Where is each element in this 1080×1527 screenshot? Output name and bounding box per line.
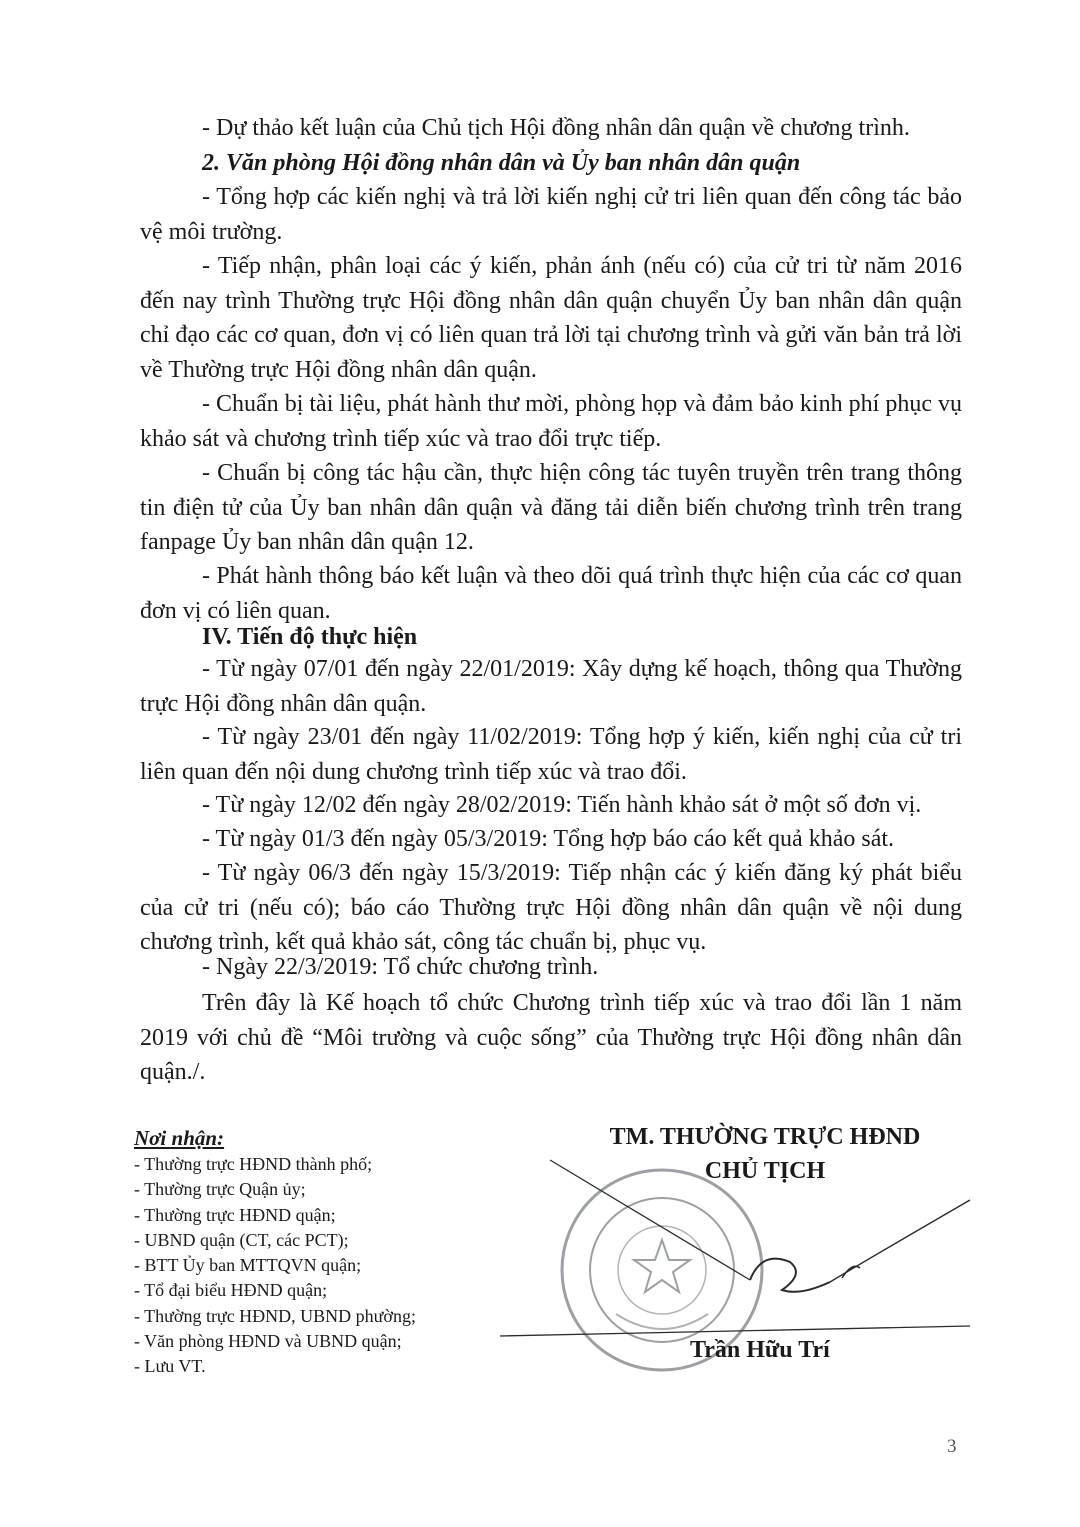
paragraph-schedule-2: - Từ ngày 23/01 đến ngày 11/02/2019: Tổng hợp ý kiến, kiến nghị của cử tri liên quan đến nội dung chương trình tiếp xúc và trao đổi. (140, 724, 962, 785)
recipient-item: - Thường trực HĐND, UBND phường; (134, 1305, 416, 1326)
recipient-item: - Tổ đại biểu HĐND quận; (134, 1280, 328, 1301)
paragraph-schedule-5: - Từ ngày 06/3 đến ngày 15/3/2019: Tiếp nhận các ý kiến đăng ký phát biểu của cử tri (nếu có); báo cáo Thường trực Hội đồng nhân dân quận về nội dung chương trình, kết quả khảo sát, công tác chuẩn bị, phục vụ. (140, 860, 962, 955)
section-heading-office: 2. Văn phòng Hội đồng nhân dân và Ủy ban nhân dân quận (202, 150, 801, 176)
recipient-item: - UBND quận (CT, các PCT); (134, 1229, 349, 1250)
paragraph-schedule-3: - Từ ngày 12/02 đến ngày 28/02/2019: Tiến hành khảo sát ở một số đơn vị. (202, 792, 922, 818)
recipients-block (134, 1124, 494, 1380)
signature-block (560, 1120, 970, 1188)
page-number: 3 (947, 1436, 957, 1457)
signature-organization: TM. THƯỜNG TRỰC HĐND (609, 1124, 921, 1150)
recipient-item: - Thường trực HĐND thành phố; (134, 1154, 373, 1174)
signature-role: CHỦ TỊCH (704, 1158, 826, 1184)
recipient-item: - BTT Ủy ban MTTQVN quận; (134, 1255, 362, 1276)
paragraph-announce-conclusion: - Phát hành thông báo kết luận và theo dõi quá trình thực hiện của các cơ quan đơn vị có liên quan. (140, 563, 962, 624)
paragraph-prepare-documents: - Chuẩn bị tài liệu, phát hành thư mời, phòng họp và đảm bảo kinh phí phục vụ khảo sát và chương trình tiếp xúc và trao đổi trực tiếp. (140, 391, 962, 452)
paragraph-receive-opinions: - Tiếp nhận, phân loại các ý kiến, phản ánh (nếu có) của cử tri từ năm 2016 đến nay trình Thường trực Hội đồng nhân dân quận chuyển Ủy ban nhân dân quận chỉ đạo các cơ quan, đơn vị có liên quan trả lời tại chương trình và gửi văn bản trả lời về Thường trực Hội đồng nhân dân quận. (140, 253, 962, 383)
recipient-item: - Thường trực Quận ủy; (134, 1179, 306, 1200)
paragraph-schedule-4: - Từ ngày 01/3 đến ngày 05/3/2019: Tổng hợp báo cáo kết quả khảo sát. (202, 826, 895, 852)
signer-name: Trần Hữu Trí (690, 1337, 830, 1363)
recipients-title: Nơi nhận: (134, 1126, 225, 1150)
recipient-item: - Lưu VT. (134, 1356, 206, 1377)
recipient-item: - Văn phòng HĐND và UBND quận; (134, 1331, 402, 1352)
paragraph-logistics: - Chuẩn bị công tác hậu cần, thực hiện công tác tuyên truyền trên trang thông tin điện tử của Ủy ban nhân dân quận và đăng tải diễn biến chương trình trên trang fanpage Ủy ban nhân dân quận 12. (140, 460, 962, 555)
paragraph-schedule-6: - Ngày 22/3/2019: Tổ chức chương trình. (202, 954, 599, 980)
paragraph-closing: Trên đây là Kế hoạch tổ chức Chương trình tiếp xúc và trao đổi lần 1 năm 2019 với chủ đề “Môi trường và cuộc sống” của Thường trực Hội đồng nhân dân quận./. (140, 990, 962, 1085)
recipient-item: - Thường trực HĐND quận; (134, 1204, 336, 1225)
paragraph-draft-conclusion: - Dự thảo kết luận của Chủ tịch Hội đồng nhân dân quận về chương trình. (202, 115, 910, 141)
paragraph-summary-petitions: - Tổng hợp các kiến nghị và trả lời kiến nghị cử tri liên quan đến công tác bảo vệ môi trường. (140, 184, 962, 245)
section-heading-schedule: IV. Tiến độ thực hiện (202, 624, 418, 650)
paragraph-schedule-1: - Từ ngày 07/01 đến ngày 22/01/2019: Xây dựng kế hoạch, thông qua Thường trực Hội đồng nhân dân quận. (140, 656, 962, 717)
recipients-list (134, 1152, 494, 1380)
